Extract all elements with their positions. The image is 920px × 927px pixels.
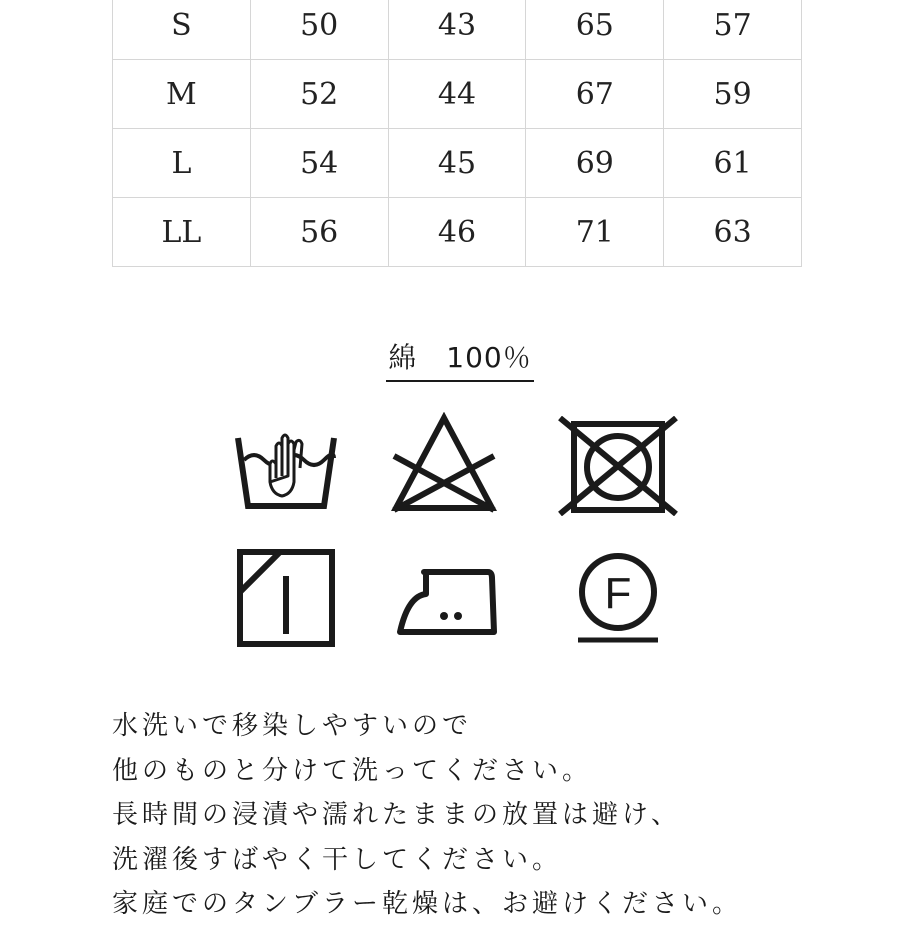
table-cell: 45 xyxy=(388,129,526,198)
size-label: L xyxy=(113,129,251,198)
iron-medium-icon xyxy=(396,566,500,638)
care-notes xyxy=(112,704,912,927)
note-line: 他のものと分けて洗ってください。 xyxy=(112,755,593,786)
table-cell: 57 xyxy=(664,0,802,60)
no-bleach-icon xyxy=(388,412,500,516)
table-cell: 59 xyxy=(664,60,802,129)
size-label: M xyxy=(113,60,251,129)
table-cell: 67 xyxy=(526,60,664,129)
table-cell: 56 xyxy=(250,198,388,267)
material-label xyxy=(0,336,920,382)
no-tumble-dry-icon xyxy=(556,416,680,516)
table-row xyxy=(113,0,802,60)
hand-wash-icon xyxy=(230,420,342,516)
shade-line-dry-icon xyxy=(236,548,336,648)
table-cell: 44 xyxy=(388,60,526,129)
size-label: S xyxy=(113,0,251,60)
dry-clean-f-icon xyxy=(572,552,664,648)
table-cell: 43 xyxy=(388,0,526,60)
table-row xyxy=(113,60,802,129)
note-line: 洗濯後すばやく干してください。 xyxy=(112,844,563,875)
note-line: 長時間の浸漬や濡れたままの放置は避け、 xyxy=(112,800,681,830)
size-label: LL xyxy=(113,198,251,267)
table-row xyxy=(113,129,802,198)
table-cell: 65 xyxy=(526,0,664,60)
table-row xyxy=(113,198,802,267)
note-line: 家庭でのタンブラー乾燥は、お避けください。 xyxy=(112,889,743,919)
table-cell: 46 xyxy=(388,198,526,267)
note-line: 水洗いで移染しやすいので xyxy=(112,711,473,741)
dry-clean-letter: F xyxy=(604,569,632,618)
size-table xyxy=(112,0,802,267)
table-cell: 71 xyxy=(526,198,664,267)
material-text: 綿 100％ xyxy=(386,336,533,382)
table-cell: 69 xyxy=(526,129,664,198)
table-cell: 54 xyxy=(250,129,388,198)
table-cell: 50 xyxy=(250,0,388,60)
table-cell: 52 xyxy=(250,60,388,129)
table-cell: 63 xyxy=(664,198,802,267)
table-cell: 61 xyxy=(664,129,802,198)
